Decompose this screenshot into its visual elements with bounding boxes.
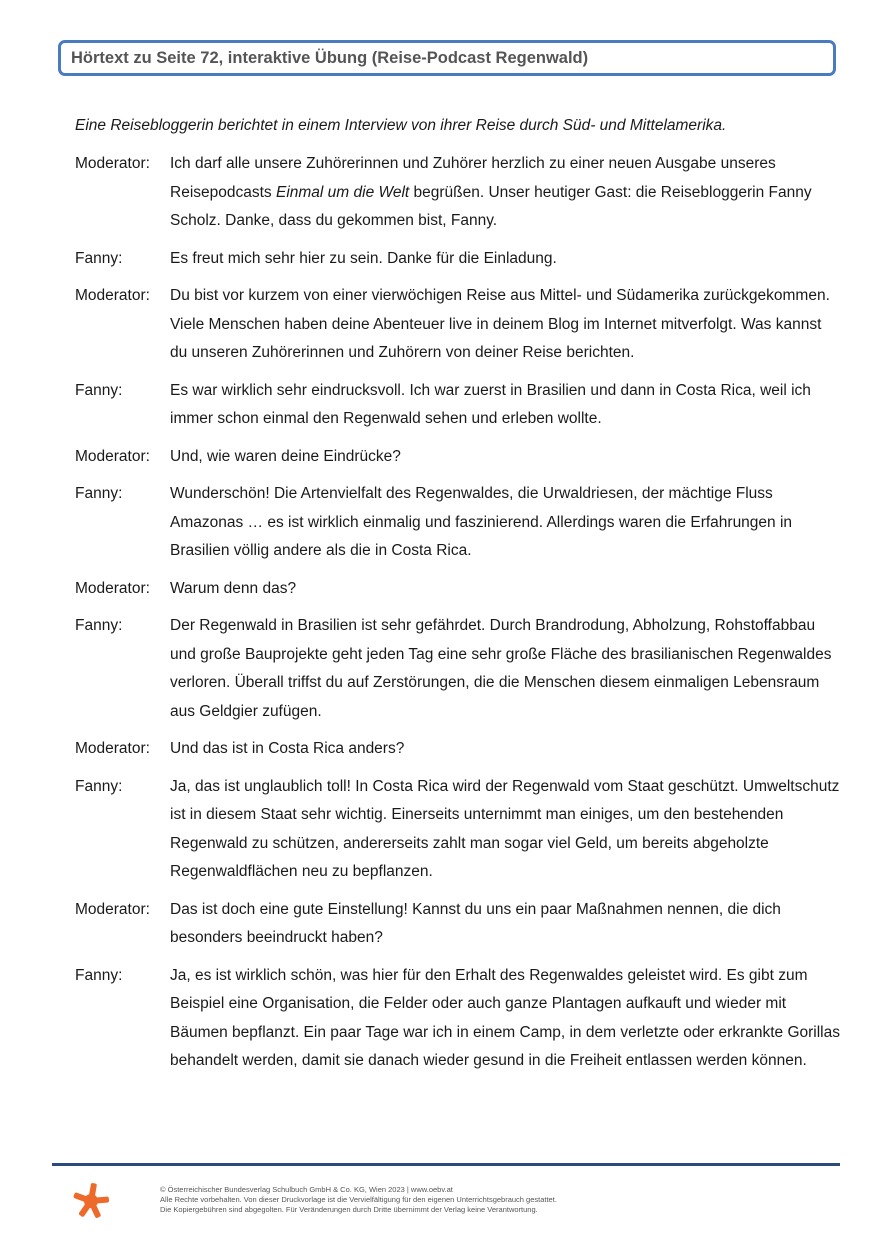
page-title: Hörtext zu Seite 72, interaktive Übung (Reise-Podcast Regenwald) <box>71 48 589 67</box>
speech-text: Wunderschön! Die Artenvielfalt des Regenwaldes, die Urwaldriesen, der mächtige Fluss Amazonas … es ist wirklich einmalig und faszinierend. Allerdings waren die Erfahrungen in Brasilien völlig andere als die in Costa Rica. <box>170 485 793 559</box>
dialogue-turn <box>75 896 840 953</box>
footer-copyright <box>160 1185 800 1215</box>
speaker-label: Fanny: <box>75 485 123 502</box>
dialogue-turn <box>75 150 840 236</box>
dialogue-turn <box>75 735 840 764</box>
speech-text: Es war wirklich sehr eindrucksvoll. Ich war zuerst in Brasilien und dann in Costa Rica, weil ich immer schon einmal den Regenwald sehen und erleben wollte. <box>170 381 811 427</box>
speaker-label: Moderator: <box>75 287 150 304</box>
speech-part: begrüßen. Unser heutiger Gast: die Reisebloggerin Fanny Scholz. Danke, dass du gekommen bist, Fanny. <box>170 183 812 229</box>
dialogue-turn <box>75 612 840 726</box>
speaker-label: Fanny: <box>75 777 123 795</box>
footer-line-1: © Österreichischer Bundesverlag Schulbuch GmbH & Co. KG, Wien 2023 | www.oebv.at <box>160 1185 453 1194</box>
footer-line-3: Die Kopiergebühren sind abgegolten. Für Veränderungen durch Dritte übernimmt der Verlag keine Verantwortung. <box>160 1205 538 1214</box>
dialogue <box>75 150 840 1085</box>
footer-line-2: Alle Rechte vorbehalten. Von dieser Druckvorlage ist die Vervielfältigung für den eigenen Unterrichtsgebrauch gestattet. <box>160 1195 557 1204</box>
speaker-label: Fanny: <box>75 249 123 267</box>
dialogue-turn <box>75 377 840 434</box>
speaker-label: Moderator: <box>75 155 150 172</box>
speech-text: Und, wie waren deine Eindrücke? <box>170 447 401 465</box>
speech-text: Ja, das ist unglaublich toll! In Costa Rica wird der Regenwald vom Staat geschützt. Umweltschutz ist in diesem Staat sehr wichtig. Einerseits unternimmt man einiges, um den bestehenden Regenwald zu schützen, andererseits zahlt man sogar viel Geld, um bereits abgeholzte Regenwaldflächen neu zu bepflanzen. <box>170 777 840 880</box>
publisher-logo-icon <box>72 1182 110 1220</box>
speech-part: Ich darf alle unsere Zuhörerinnen und Zuhörer herzlich zu einer neuen Ausgabe unseres Reisepodcasts <box>170 155 776 201</box>
dialogue-turn <box>75 575 840 604</box>
speaker-label: Moderator: <box>75 579 150 597</box>
speech-text: Der Regenwald in Brasilien ist sehr gefährdet. Durch Brandrodung, Abholzung, Rohstoffabbau und große Bauprojekte geht jeden Tag eine sehr große Fläche des brasilianischen Regenwaldes verloren. Überall triffst du auf Zerstörungen, die die Menschen diesem einmaligen Lebensraum aus Geldgier zufügen. <box>170 617 832 720</box>
dialogue-turn <box>75 282 840 368</box>
speech-text: Du bist vor kurzem von einer vierwöchigen Reise aus Mittel- und Südamerika zurückgekommen. Viele Menschen haben deine Abenteuer live in deinem Blog im Internet mitverfolgt. Was kannst du unseren Zuhörerinnen und Zuhörern von deiner Reise berichten. <box>170 287 830 361</box>
speech-text: Und das ist in Costa Rica anders? <box>170 740 405 757</box>
dialogue-turn <box>75 443 840 472</box>
dialogue-turn <box>75 480 840 566</box>
title-box <box>58 40 836 76</box>
dialogue-turn <box>75 773 840 887</box>
speaker-label: Moderator: <box>75 447 150 465</box>
speaker-label: Fanny: <box>75 966 123 984</box>
dialogue-turn <box>75 245 840 274</box>
intro-text: Eine Reisebloggerin berichtet in einem Interview von ihrer Reise durch Süd- und Mittelamerika. <box>75 117 727 134</box>
speech-text: Es freut mich sehr hier zu sein. Danke für die Einladung. <box>170 249 557 267</box>
speaker-label: Fanny: <box>75 381 123 399</box>
speaker-label: Fanny: <box>75 617 123 634</box>
speech-text: Ja, es ist wirklich schön, was hier für den Erhalt des Regenwaldes geleistet wird. Es gibt zum Beispiel eine Organisation, die Felder oder auch ganze Plantagen aufkauft und wieder mit Bäumen bepflanzt. Ein paar Tage war ich in einem Camp, in dem verletzte oder erkrankte Gorillas behandelt werden, damit sie danach wieder gesund in die Freiheit entlassen werden können. <box>170 966 840 1069</box>
podcast-title: Einmal um die Welt <box>275 183 410 201</box>
footer-divider <box>52 1163 840 1166</box>
speech-text: Warum denn das? <box>170 579 297 597</box>
speaker-label: Moderator: <box>75 740 150 757</box>
speech-text: Das ist doch eine gute Einstellung! Kannst du uns ein paar Maßnahmen nennen, die dich besonders beeindruckt haben? <box>170 900 781 946</box>
speech-text <box>170 150 840 236</box>
dialogue-turn <box>75 962 840 1076</box>
speaker-label: Moderator: <box>75 900 150 918</box>
